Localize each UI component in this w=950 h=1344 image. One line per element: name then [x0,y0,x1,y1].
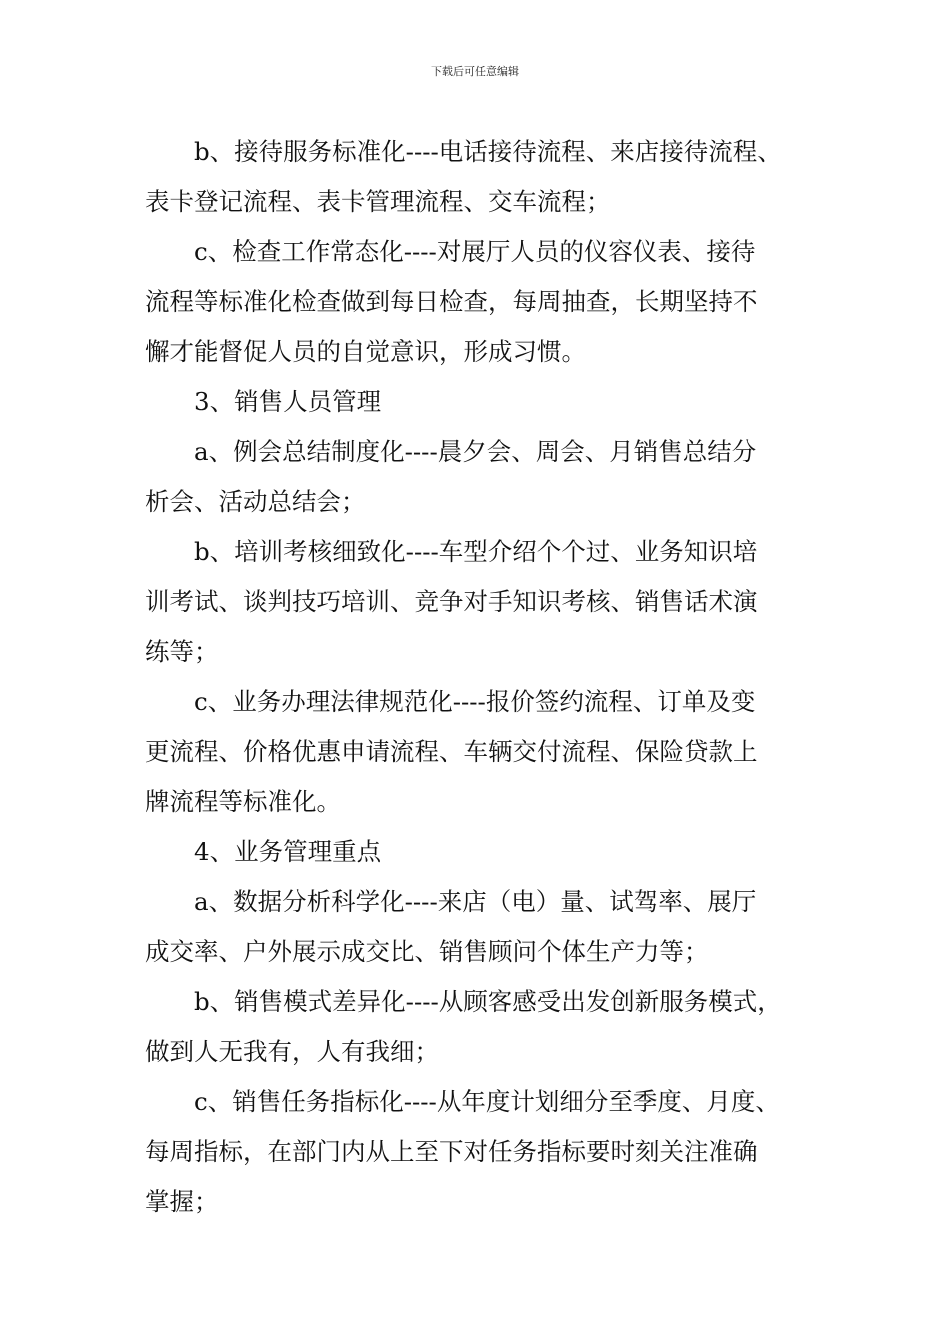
text-line: 更流程、价格优惠申请流程、车辆交付流程、保险贷款上 [145,737,758,766]
text-line: a、数据分析科学化----来店（电）量、试驾率、展厅 [194,887,757,916]
text-line: 析会、活动总结会； [145,487,366,516]
text-line: c、销售任务指标化----从年度计划细分至季度、月度、 [194,1087,780,1116]
text-line: 3、销售人员管理 [194,387,382,416]
text-line: 训考试、谈判技巧培训、竞争对手知识考核、销售话术演 [145,587,758,616]
text-line: c、业务办理法律规范化----报价签约流程、订单及变 [194,687,756,716]
text-line: b、接待服务标准化----电话接待流程、来店接待流程、 [194,137,782,166]
text-line: 表卡登记流程、表卡管理流程、交车流程； [145,187,611,216]
text-line: 掌握； [145,1187,219,1216]
text-line: 4、业务管理重点 [194,837,382,866]
text-line: 做到人无我有，人有我细； [145,1037,439,1066]
text-line: c、检查工作常态化----对展厅人员的仪容仪表、接待 [194,237,756,266]
text-line: 牌流程等标准化。 [145,787,341,816]
text-line: 成交率、户外展示成交比、销售顾问个体生产力等； [145,937,709,966]
document-body [145,127,815,1227]
text-line: a、例会总结制度化----晨夕会、周会、月销售总结分 [194,437,757,466]
text-line: 每周指标，在部门内从上至下对任务指标要时刻关注准确 [145,1137,758,1166]
text-line: 懈才能督促人员的自觉意识，形成习惯。 [145,337,586,366]
text-line: 练等； [145,637,219,666]
page-header: 下载后可任意编辑 [431,65,519,78]
text-line: b、销售模式差异化----从顾客感受出发创新服务模式， [194,987,782,1016]
text-line: 流程等标准化检查做到每日检查，每周抽查，长期坚持不 [145,287,758,316]
text-line: b、培训考核细致化----车型介绍个个过、业务知识培 [194,537,758,566]
